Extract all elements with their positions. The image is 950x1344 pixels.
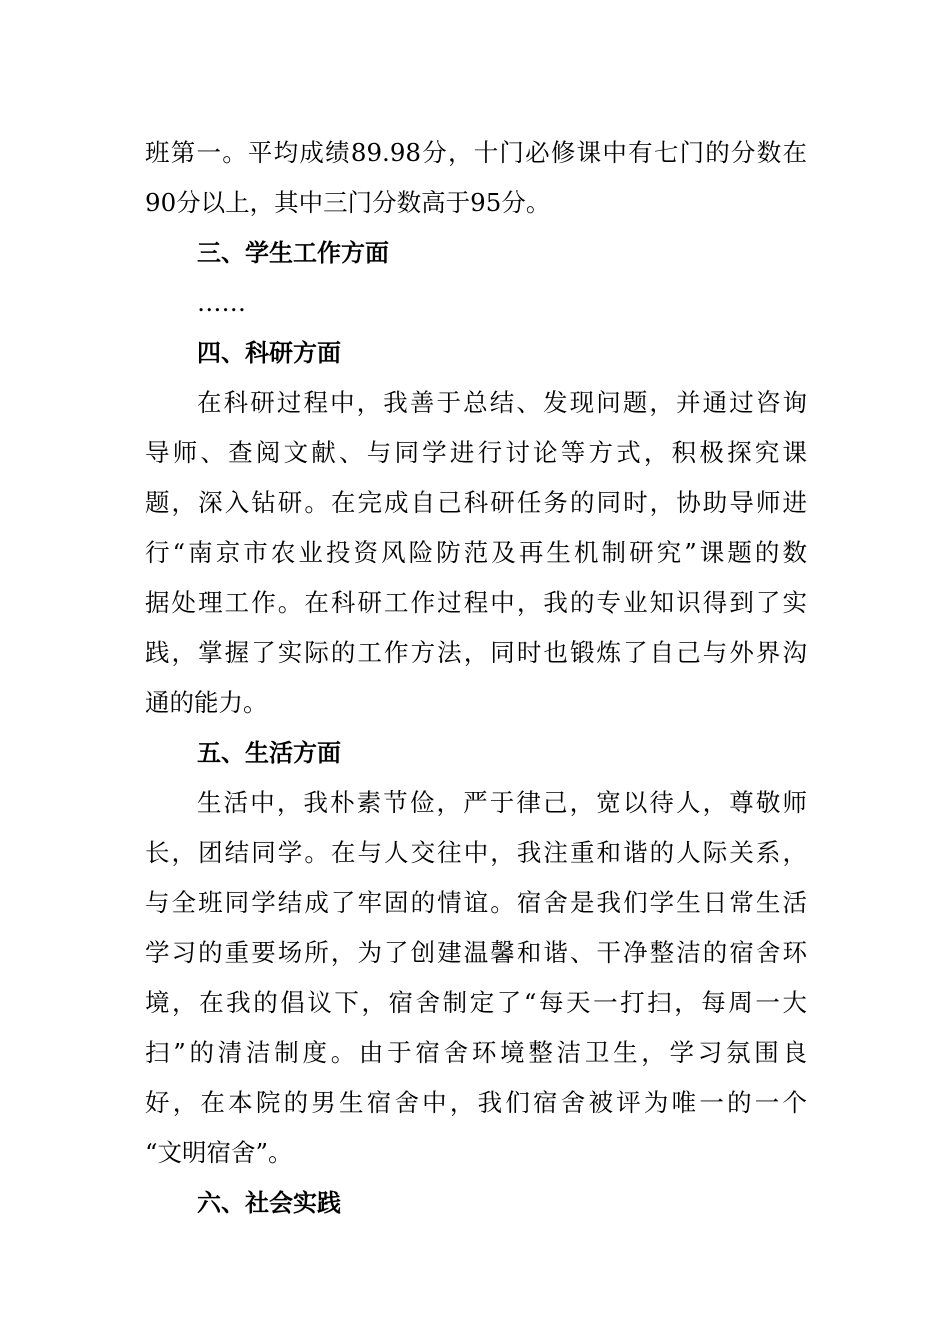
body-line: 扫”的清洁制度。由于宿舍环境整洁卫生，学习氛围良 (145, 1038, 807, 1067)
section-heading: 四、科研方面 (197, 339, 341, 367)
body-line: 与全班同学结成了牢固的情谊。宿舍是我们学生日常生活 (145, 888, 807, 917)
body-line: 长，团结同学。在与人交往中，我注重和谐的人际关系， (145, 838, 807, 867)
body-line: 导师、查阅文献、与同学进行讨论等方式，积极探究课 (145, 438, 807, 467)
body-line: 学习的重要场所，为了创建温馨和谐、干净整洁的宿舍环 (145, 938, 807, 967)
body-line: 好，在本院的男生宿舍中，我们宿舍被评为唯一的一个 (145, 1088, 807, 1117)
body-line: 境，在我的倡议下，宿舍制定了“每天一打扫，每周一大 (145, 988, 807, 1017)
body-line: “文明宿舍”。 (145, 1138, 293, 1167)
document-page (145, 128, 807, 1228)
body-line: 90分以上，其中三门分数高于95分。 (145, 188, 551, 217)
body-line: 据处理工作。在科研工作过程中，我的专业知识得到了实 (145, 588, 807, 617)
body-line: 生活中，我朴素节俭，严于律己，宽以待人，尊敬师 (197, 788, 807, 817)
section-heading: 三、学生工作方面 (197, 239, 389, 267)
body-line: 题，深入钻研。在完成自己科研任务的同时，协助导师进 (145, 488, 807, 517)
body-line: 行“南京市农业投资风险防范及再生机制研究”课题的数 (145, 538, 807, 567)
ellipsis-line: …… (197, 288, 246, 317)
section-heading: 六、社会实践 (197, 1189, 341, 1217)
body-line: 在科研过程中，我善于总结、发现问题，并通过咨询 (197, 388, 807, 417)
section-heading: 五、生活方面 (197, 739, 341, 767)
body-line: 践，掌握了实际的工作方法，同时也锻炼了自己与外界沟 (145, 638, 807, 667)
body-line: 班第一。平均成绩89.98分，十门必修课中有七门的分数在 (145, 138, 807, 167)
body-line: 通的能力。 (145, 688, 268, 717)
